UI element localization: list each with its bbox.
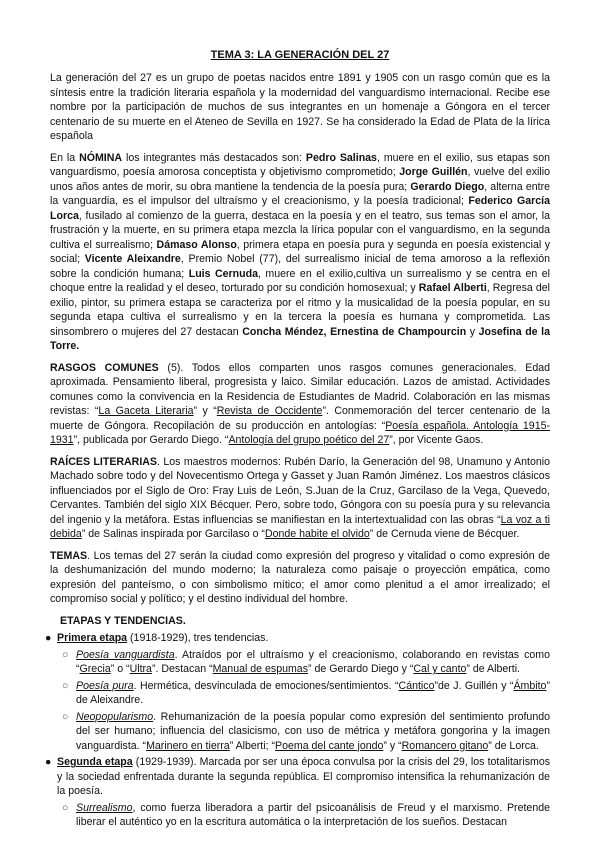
circle-bullet-icon: ○ bbox=[62, 648, 69, 661]
poet-name: Dámaso Alonso bbox=[156, 238, 237, 251]
work-title: Revista de Occidente bbox=[216, 405, 323, 418]
poet-name: Vicente Aleixandre bbox=[84, 253, 181, 266]
poet-name: Jorge Guillén bbox=[399, 166, 468, 179]
work-title: Poema del cante jondo bbox=[275, 739, 384, 752]
temas-paragraph: TEMAS. Los temas del 27 serán la ciudad como expresión del progreso y vitalidad o como expresión de la deshumanización del mundo moderno; la naturaleza como paisaje o proyección empática, como expresión del panteísmo, o con simbolismo mítico; el amor como plenitud a el amor irrealizado; el compromiso social y político; y el destino individual del hombre. bbox=[50, 549, 550, 606]
raices-label: RAÍCES LITERARIAS bbox=[50, 455, 157, 468]
circle-bullet-icon: ○ bbox=[62, 679, 69, 692]
work-title: Cal y canto bbox=[413, 663, 467, 676]
rasgos-paragraph: RASGOS COMUNES (5). Todos ellos comparten unos rasgos comunes generacionales. Edad aproximada. Pensamiento liberal, progresista y laico. Similar educación. Lazos de amistad. Actividades comunes como la convivencia en la Residencia de Estudiantes de Madrid. Colaboración en las mismas revistas: “La Gaceta Literaria” y “Revista de Occidente”. Conmemoración del tercer centenario de la muerte de Góngora. Recopilación de su producción en antologías: “Poesía española. Antología 1915-1931”, publicada por Gerardo Diego. “Antología del grupo poético del 27”, por Vicente Gaos. bbox=[50, 361, 551, 447]
circle-bullet-icon: ○ bbox=[62, 801, 69, 814]
list-item-poesia-pura: ○ Poesía pura. Hermética, desvinculada de emociones/sentimientos. “Cántico”de J. Guillén y “Ámbito” de Aleixandre. bbox=[62, 679, 550, 707]
list-item-segunda-etapa: ● Segunda etapa (1929-1939). Marcada por ser una época convulsa por la crisis del 29, los totalitarismos y la sociedad enfrentada durante la segunda república. El compromiso intensifica la rehumanización de la poesía. bbox=[45, 756, 551, 798]
poet-name: Gerardo Diego bbox=[410, 180, 485, 193]
work-title: Antología del grupo poético del 27 bbox=[228, 434, 390, 447]
raices-paragraph: RAÍCES LITERARIAS. Los maestros modernos: Rubén Darío, la Generación del 98, Unamuno y Antonio Machado sobre todo y del Novecentismo Ortega y Gasset y Juan Ramón Jiménez. Los maestros clásicos influenciados por el Siglo de Oro: Fray Luis de León, S.Juan de la Cruz, Garcilaso de la Vega, Quevedo, Cervantes. También del siglo XIX Bécquer. Pero, sobre todo, Góngora con su poesía pura y su relevancia del ingenio y la metáfora. Estas influencias se manifiestan en la intertextualidad con las obras “La voz a ti debida” de Salinas inspirada por Garcilaso o “Donde habite el olvido” de Cernuda viene de Bécquer. bbox=[50, 455, 550, 541]
list-item-neopopularismo: ○ Neopopularismo. Rehumanización de la poesía popular como expresión del sentimiento profundo del ser humano; influencia del clasicismo, con uso de métrica y metáfora gongorina y la imagen vanguardista. “Marinero en tierra” Alberti; “Poema del cante jondo” y “Romancero gitano” de Lorca. bbox=[62, 710, 550, 752]
work-title: Ultra bbox=[129, 663, 152, 676]
rasgos-label: RASGOS COMUNES bbox=[50, 361, 159, 374]
intro-paragraph: La generación del 27 es un grupo de poetas nacidos entre 1891 y 1905 con un rasgo común que es la síntesis entre la tradición literaria española y la modernidad del vanguardismo internacional. Recibe ese nombre por la participación de muchos de sus integrantes en un homenaje a Góngora en el tercer centenario de su muerte en el Ateneo de Sevilla en 1927. Se ha considerado la Edad de Plata de la lírica española bbox=[50, 72, 550, 143]
work-title: La Gaceta Literaria bbox=[98, 405, 194, 418]
nomina-label: NÓMINA bbox=[79, 151, 123, 164]
poet-name: Concha Méndez, Ernestina de Champourcin bbox=[242, 325, 467, 338]
work-title: Romancero gitano bbox=[401, 739, 489, 752]
circle-bullet-icon: ○ bbox=[62, 710, 69, 723]
work-title: Manual de espumas bbox=[212, 663, 308, 676]
poet-name: Rafael Alberti bbox=[418, 282, 487, 295]
poet-name: Pedro Salinas bbox=[305, 151, 377, 164]
work-title: Marinero en tierra bbox=[146, 739, 230, 752]
list-item-vanguardista: ○ Poesía vanguardista. Atraídos por el ultraísmo y el creacionismo, colaborando en revistas como “Grecia” o “Ultra”. Destacan “Manual de espumas” de Gerardo Diego y “Cal y canto” de Alberti. bbox=[62, 648, 551, 676]
document-title: TEMA 3: LA GENERACIÓN DEL 27 bbox=[210, 49, 390, 61]
poet-name: Josefina de la Torre. bbox=[50, 325, 550, 353]
work-title: Ámbito bbox=[513, 679, 547, 692]
nomina-paragraph: En la NÓMINA los integrantes más destacados son: Pedro Salinas, muere en el exilio, sus etapas son vanguardismo, poesía amorosa conceptista y objetivismo comprometido; Jorge Guillén, vuelve del exilio unos años antes de morir, su obra mantiene la tendencia de la poesía pura; Gerardo Diego, alterna entre la vanguardia, es el impulsor del ultraísmo y el creacionismo, y la poesía tradicional; Federico García Lorca, fusilado al comienzo de la guerra, destaca en la poesía y en el teatro, sus temas son el amor, la frustración y la muerte, en su primera etapa mezcla la lírica popular con el vanguardismo, en la segunda cultiva el surrealismo; Dámaso Alonso, primera etapa en poesía pura y segunda en poesía existencial y social; Vicente Aleixandre, Premio Nobel (77), del surrealismo inicial de tema amoroso a la reflexión sobre la condición humana; Luis Cernuda, muere en el exilio,cultiva un surrealismo y se centra en el choque entre la realidad y el deseo, torturado por su condición homosexual; y Rafael Alberti, Regresa del exilio, pintor, su primera estapa se caracteriza por el ritmo y la musicalidad de la poesía popular, en su segunda etapa cultiva el surrealismo y en la tercera la poesía es humana y comprometida. Las sinsombrero o mujeres del 27 destacan Concha Méndez, Ernestina de Champourcin y Josefina de la Torre. bbox=[50, 151, 551, 353]
work-title: Grecia bbox=[79, 663, 111, 676]
list-item-surrealismo: ○ Surrealismo, como fuerza liberadora a partir del psicoanálisis de Freud y el marxismo. Pretende liberar el auténtico yo en la escritura automática o la interpretación de los sueños. Destacan bbox=[62, 801, 550, 829]
work-title: Cántico bbox=[398, 679, 435, 692]
bullet-icon: ● bbox=[45, 632, 52, 645]
work-title: Donde habite el olvido bbox=[264, 528, 370, 541]
poet-name: Federico García Lorca bbox=[50, 195, 550, 222]
bullet-icon: ● bbox=[45, 756, 52, 769]
work-title: Poesía española. Antología 1915-1931 bbox=[50, 419, 551, 447]
list-item-primera-etapa: ● Primera etapa (1918-1929), tres tendencias. bbox=[45, 632, 269, 645]
etapas-heading: ETAPAS Y TENDENCIAS. bbox=[60, 614, 186, 627]
temas-label: TEMAS bbox=[50, 549, 88, 562]
poet-name: Luis Cernuda bbox=[188, 267, 258, 280]
work-title: La voz a ti debida bbox=[50, 513, 550, 541]
